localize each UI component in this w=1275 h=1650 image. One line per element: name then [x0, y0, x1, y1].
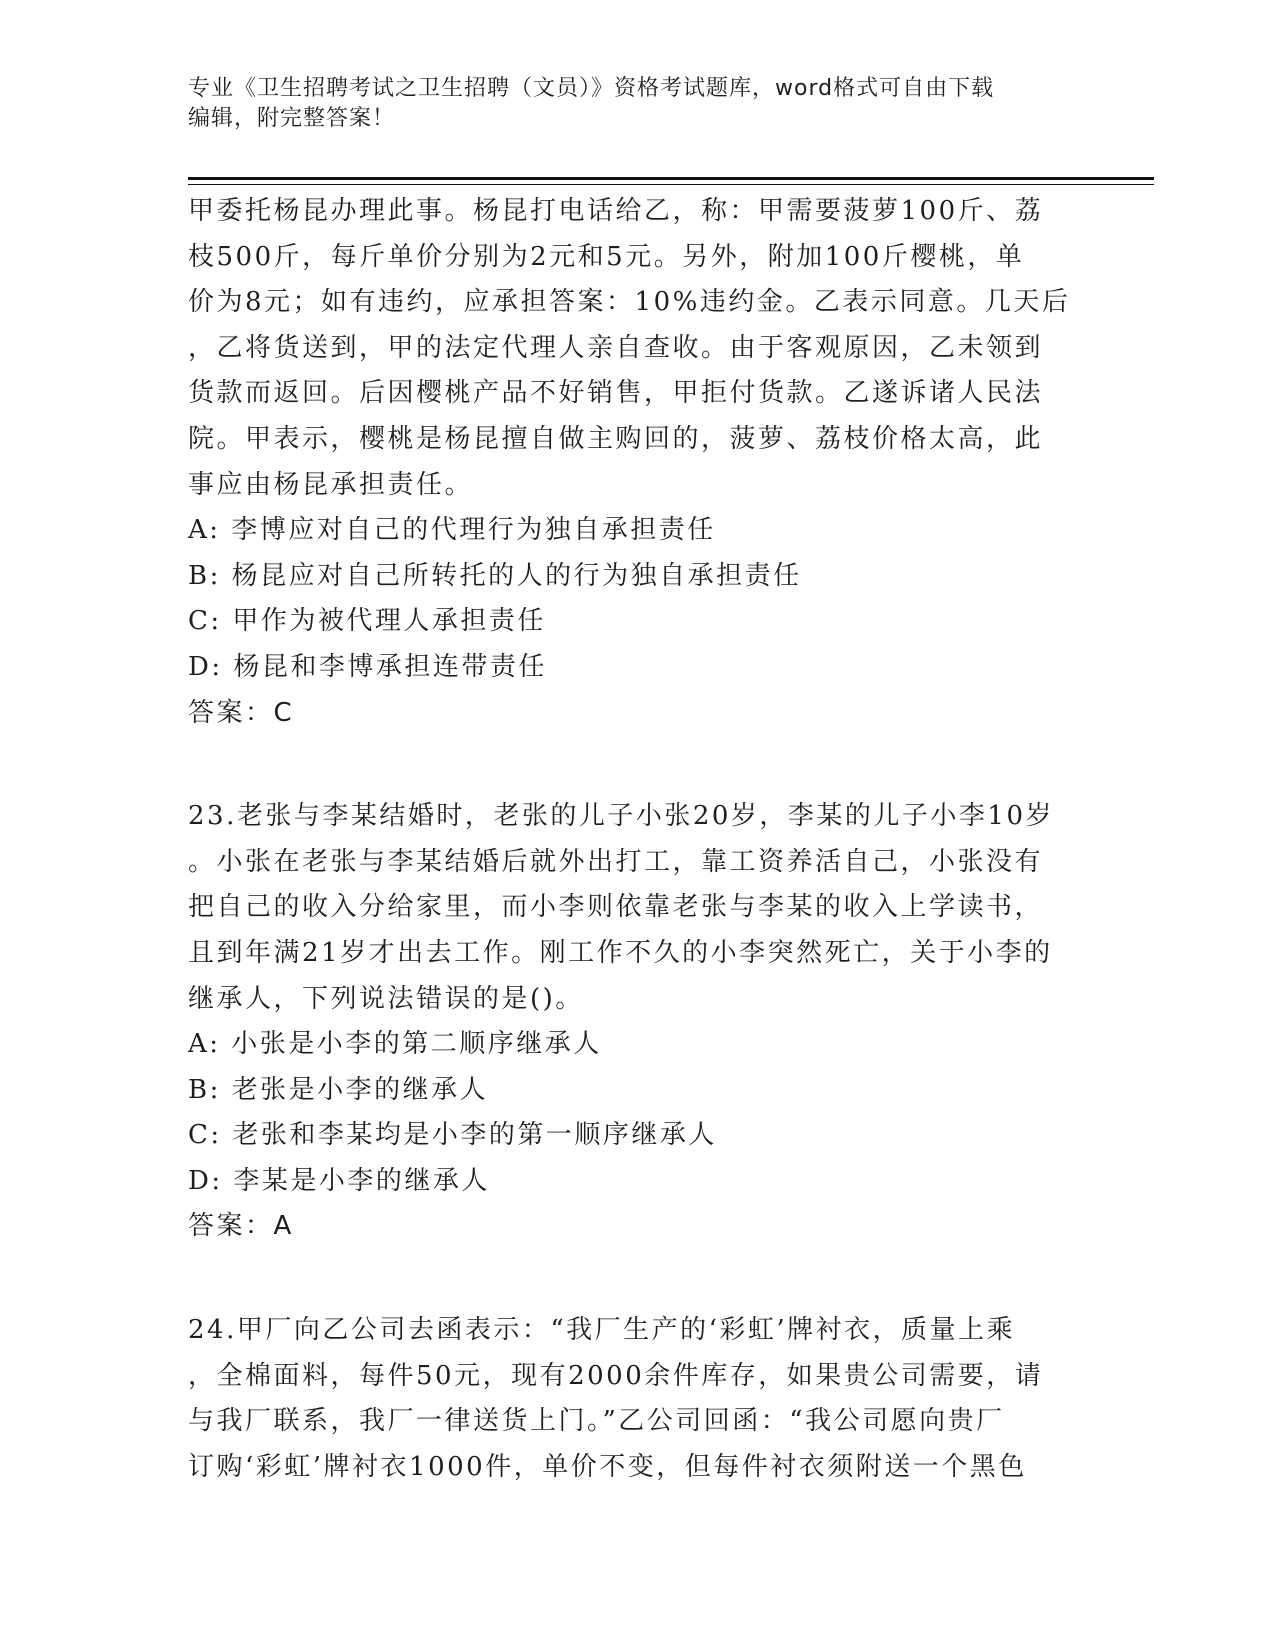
answer-label: 答案：A	[188, 1211, 294, 1242]
stem-line: ，全棉面料，每件50元，现有2000余件库存，如果贵公司需要，请	[188, 1360, 1044, 1391]
question-23	[188, 794, 1078, 1250]
stem-line: 把自己的收入分给家里，而小李则依靠老张与李某的收入上学读书，	[188, 892, 1044, 923]
answer-label: 答案：C	[188, 697, 295, 728]
stem-line: 事应由杨昆承担责任。	[188, 469, 474, 500]
stem-line: 甲委托杨昆办理此事。杨昆打电话给乙，称：甲需要菠萝100斤、荔	[188, 196, 1044, 226]
stem-line: 院。甲表示，樱桃是杨昆擅自做主购回的，菠萝、荔枝价格太高，此	[188, 423, 1044, 454]
stem-line: 货款而返回。后因樱桃产品不好销售，甲拒付货款。乙遂诉诸人民法	[188, 378, 1044, 409]
question-22	[188, 189, 1078, 736]
question-stem	[188, 189, 1078, 508]
stem-line: 且到年满21岁才出去工作。刚工作不久的小李突然死亡，关于小李的	[188, 937, 1053, 968]
question-stem	[188, 1308, 1078, 1490]
question-stem	[188, 794, 1078, 1022]
document-body	[188, 189, 1078, 1490]
stem-line: 。小张在老张与李某结婚后就外出打工，靠工资养活自己，小张没有	[188, 846, 1044, 877]
option-b: B: 老张是小李的继承人	[188, 1074, 489, 1105]
stem-line: 23.老张与李某结婚时，老张的儿子小张20岁，李某的儿子小李10岁	[188, 801, 1055, 832]
stem-line: 价为8元；如有违约，应承担答案：10%违约金。乙表示同意。几天后	[188, 287, 1071, 318]
option-d: D: 李某是小李的继承人	[188, 1165, 490, 1196]
stem-line: 枝500斤，每斤单价分别为2元和5元。另外，附加100斤樱桃，单	[188, 241, 1025, 272]
header-rule-thin	[188, 184, 1154, 185]
page-header	[188, 74, 1068, 134]
stem-line: 与我厂联系，我厂一律送货上门。”乙公司回函：“我公司愿向贵厂	[188, 1406, 1005, 1437]
option-a: A: 李博应对自己的代理行为独自承担责任	[188, 515, 716, 546]
stem-line: 继承人，下列说法错误的是()。	[188, 983, 584, 1014]
option-a: A: 小张是小李的第二顺序继承人	[188, 1029, 602, 1060]
option-d: D: 杨昆和李博承担连带责任	[188, 651, 547, 682]
option-c: C: 老张和李某均是小李的第一顺序继承人	[188, 1120, 717, 1151]
header-line-1: 专业《卫生招聘考试之卫生招聘（文员）》资格考试题库，word格式可自由下载	[188, 76, 995, 101]
stem-line: ，乙将货送到，甲的法定代理人亲自查收。由于客观原因，乙未领到	[188, 332, 1044, 363]
stem-line: 订购‘彩虹’牌衬衣1000件，单价不变，但每件衬衣须附送一个黑色	[188, 1451, 1027, 1482]
stem-line: 24.甲厂向乙公司去函表示：“我厂生产的‘彩虹’牌衬衣，质量上乘	[188, 1315, 1016, 1346]
header-rule-thick	[188, 177, 1154, 180]
question-24	[188, 1308, 1078, 1490]
option-c: C: 甲作为被代理人承担责任	[188, 606, 546, 637]
header-line-2: 编辑，附完整答案！	[188, 106, 396, 131]
spacer	[188, 736, 1078, 794]
spacer	[188, 1250, 1078, 1308]
option-b: B: 杨昆应对自己所转托的人的行为独自承担责任	[188, 560, 802, 591]
